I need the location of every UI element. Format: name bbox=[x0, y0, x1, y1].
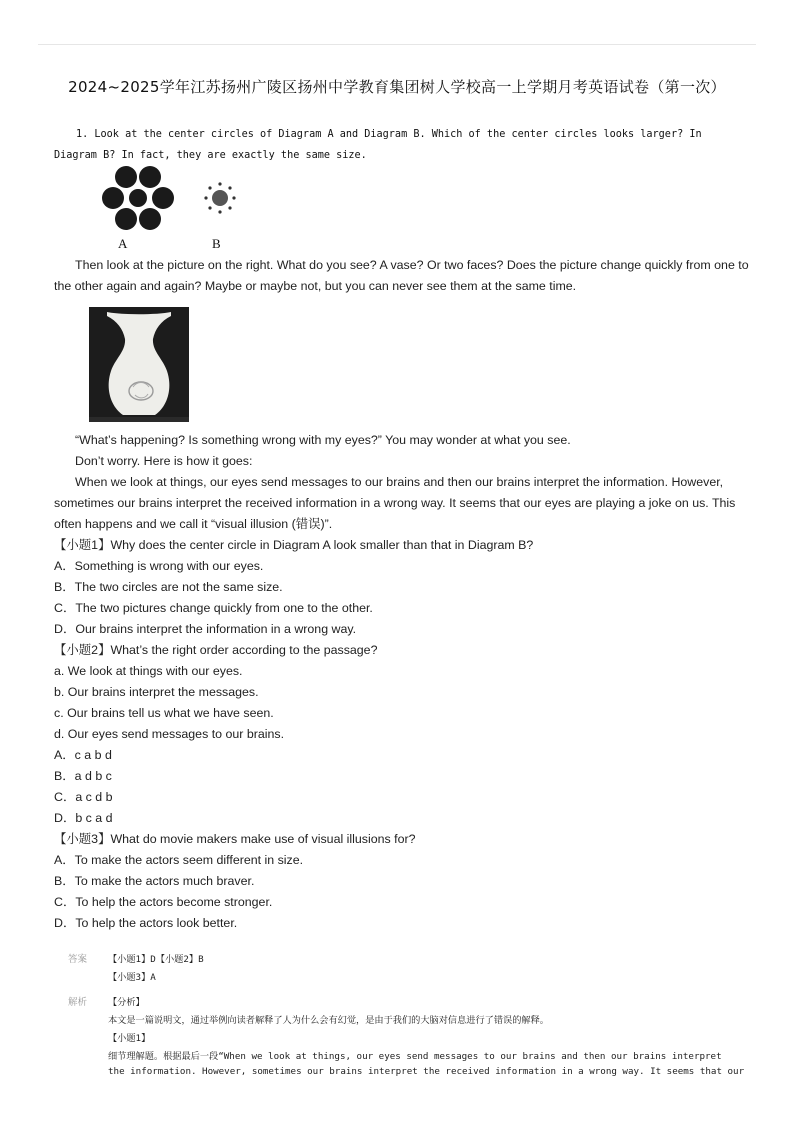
passage-paragraph-2: “What’s happening? Is something wrong with my eyes?” You may wonder at what you see. bbox=[75, 433, 571, 447]
subquestion-3-option: B．To make the actors much braver. bbox=[54, 874, 255, 888]
answer-line: 【小题3】A bbox=[108, 972, 156, 983]
question-1-text: 1. Look at the center circles of Diagram A and Diagram B. Which of the center circles looks larger? In Diagram B? In fact, they are exactly the same size. bbox=[54, 129, 702, 161]
passage-paragraph-4: When we look at things, our eyes send messages to our brains and then our brains interpret the information. However, sometimes our brains interpret the received information in a wrong way. It seems that our eyes are playing a joke on us. This often happens and we call it “visual illusion (错误)”. bbox=[54, 475, 736, 531]
analysis-label: 解析 bbox=[68, 997, 88, 1008]
subquestion-2-stem: 【小题2】What’s the right order according to the passage? bbox=[54, 643, 378, 657]
header-divider bbox=[38, 44, 756, 45]
analysis-line: the information. However, sometimes our brains interpret the received information in a wrong way. It seems that our bbox=[108, 1066, 745, 1077]
diagram-b-label: B bbox=[212, 236, 221, 251]
subquestion-2-option: A．c a b d bbox=[54, 748, 112, 762]
subquestion-2-step: a. We look at things with our eyes. bbox=[54, 664, 243, 678]
analysis-line: 本文是一篇说明文，通过举例向读者解释了人为什么会有幻觉，是由于我们的大脑对信息进行了错误的解释。 bbox=[108, 1015, 549, 1026]
subquestion-3-stem: 【小题3】What do movie makers make use of visual illusions for? bbox=[54, 832, 416, 846]
subquestion-3-option: D．To help the actors look better. bbox=[54, 916, 238, 930]
subquestion-1-option: C．The two pictures change quickly from one to the other. bbox=[54, 601, 373, 615]
passage-paragraph-3: Don’t worry. Here is how it goes: bbox=[75, 454, 253, 468]
rubin-vase-image bbox=[89, 307, 189, 422]
subquestion-2-option: C．a c d b bbox=[54, 790, 113, 804]
subquestion-1-option: D．Our brains interpret the information in a wrong way. bbox=[54, 622, 357, 636]
subquestion-3-option: A．To make the actors seem different in size. bbox=[54, 853, 304, 867]
analysis-line: 细节理解题。根据最后一段“When we look at things, our eyes send messages to our brains and then our brains interpret bbox=[108, 1051, 722, 1062]
subquestion-1-option: A．Something is wrong with our eyes. bbox=[54, 559, 264, 573]
analysis-line: 【分析】 bbox=[108, 997, 145, 1008]
answer-line: 【小题1】D【小题2】B bbox=[108, 954, 204, 965]
subquestion-2-step: c. Our brains tell us what we have seen. bbox=[54, 706, 274, 720]
subquestion-2-step: d. Our eyes send messages to our brains. bbox=[54, 727, 285, 741]
subquestion-3-option: C．To help the actors become stronger. bbox=[54, 895, 273, 909]
passage-paragraph-1: Then look at the picture on the right. What do you see? A vase? Or two faces? Does the picture change quickly from one to the other again and again? Maybe or maybe not, but you can never see them at the same time. bbox=[54, 258, 749, 293]
subquestion-2-step: b. Our brains interpret the messages. bbox=[54, 685, 259, 699]
subquestion-2-option: D．b c a d bbox=[54, 811, 113, 825]
analysis-line: 【小题1】 bbox=[108, 1033, 151, 1044]
diagram-a-figure bbox=[102, 166, 174, 230]
subquestion-1-stem: 【小题1】Why does the center circle in Diagram A look smaller than that in Diagram B? bbox=[54, 538, 534, 552]
diagram-a-label: A bbox=[118, 236, 128, 251]
subquestion-1-option: B．The two circles are not the same size. bbox=[54, 580, 283, 594]
diagram-b-figure bbox=[204, 182, 235, 213]
page-title: 2024~2025学年江苏扬州广陵区扬州中学教育集团树人学校高一上学期月考英语试卷（第一次） bbox=[68, 78, 726, 96]
answer-label: 答案 bbox=[68, 954, 88, 965]
subquestion-2-option: B．a d b c bbox=[54, 769, 112, 783]
